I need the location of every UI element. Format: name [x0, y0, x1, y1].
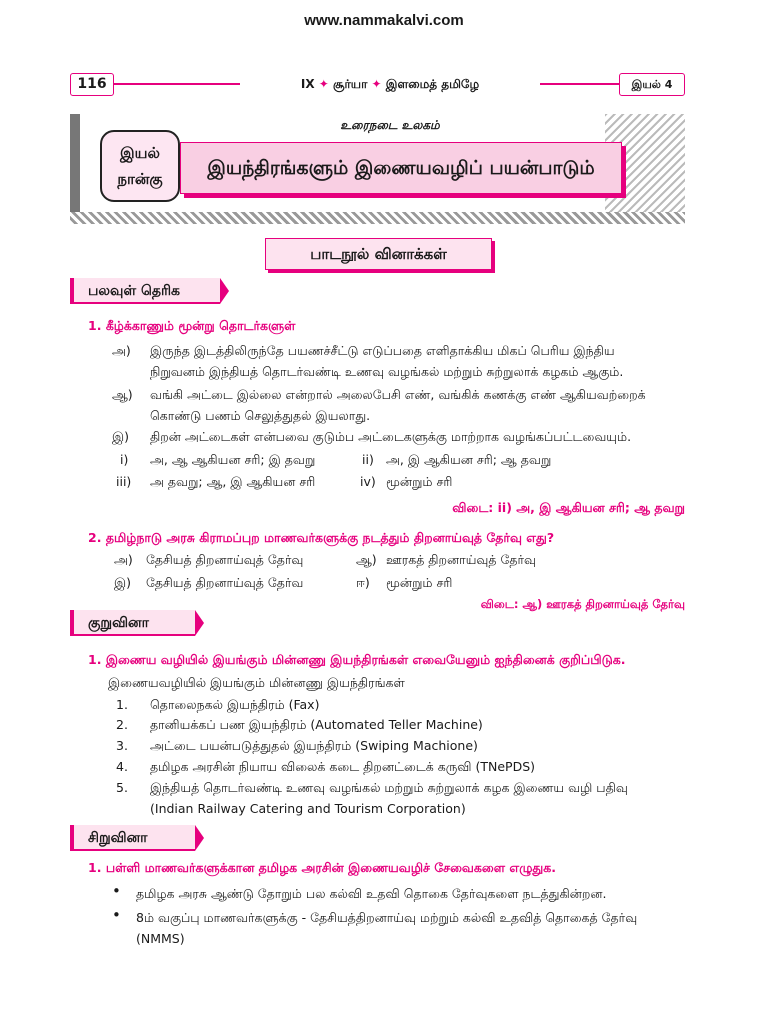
q2-option-marker-a: அ): [114, 552, 133, 567]
q1-statement-a: [150, 340, 690, 382]
q1-choice-1: அ, ஆ ஆகியன சரி; இ தவறு: [150, 452, 316, 467]
q2-option-a: தேசியத் திறனாய்வுத் தேர்வு: [146, 552, 304, 567]
question-text: தமிழ்நாடு அரசு கிராமப்புற மாணவர்களுக்கு நடத்தும் திறனாய்வுத் தேர்வு எது?: [105, 530, 555, 545]
question-number: 1.: [88, 318, 102, 333]
q1-choice-marker-4: iv): [360, 474, 376, 489]
banner-subtitle: உரைநடை உலகம்: [340, 118, 440, 132]
list-item-number: 2.: [116, 717, 128, 732]
bullet-2-line2: (NMMS): [136, 931, 185, 946]
q3-intro: இணையவழியில் இயங்கும் மின்னணு இயந்திரங்கள்: [108, 675, 405, 690]
q1-answer: விடை: ii) அ, இ ஆகியன சரி; ஆ தவறு: [452, 500, 685, 515]
list-item-number: 3.: [116, 738, 128, 753]
question-4: [88, 860, 556, 877]
list-item: தானியக்கப் பண இயந்திரம் (Automated Teller Machine): [150, 717, 483, 732]
q2-option-c: தேசியத் திறனாய்வுத் தேர்வ: [146, 575, 304, 590]
site-url: www.nammakalvi.com: [304, 12, 464, 29]
q1-a-line1: இருந்த இடத்திலிருந்தே பயணச்சீட்டு எடுப்பதை எளிதாக்கிய மிகப் பெரிய இந்திய: [150, 343, 615, 358]
diamond-icon: ✦: [318, 77, 329, 91]
question-text: இணைய வழியில் இயங்கும் மின்னணு இயந்திரங்கள் எவையேனும் ஐந்தினைக் குறிப்பிடுக.: [105, 652, 626, 667]
diamond-icon: ✦: [371, 77, 382, 91]
q1-option-marker-c: இ): [112, 429, 130, 444]
question-1: [88, 318, 295, 335]
bullet-icon: •: [112, 906, 121, 924]
list-item-number: 1.: [116, 697, 128, 712]
running-header: [240, 75, 540, 93]
list-item-number: 4.: [116, 759, 128, 774]
q1-choice-4: மூன்றும் சரி: [386, 474, 453, 489]
banner-pattern-strip: [70, 212, 685, 224]
q1-choice-3: அ தவறு; ஆ, இ ஆகியன சரி: [150, 474, 316, 489]
chapter-title: இயந்திரங்களும் இணையவழிப் பயன்பாடும்: [180, 142, 622, 194]
q1-choice-2: அ, இ ஆகியன சரி; ஆ தவறு: [386, 452, 552, 467]
textbook-questions-heading: பாடநூல் வினாக்கள்: [265, 238, 492, 270]
q1-choice-marker-3: iii): [116, 474, 132, 489]
q2-option-b: ஊரகத் திறனாய்வுத் தேர்வு: [386, 552, 537, 567]
q2-option-marker-b: ஆ): [356, 552, 377, 567]
q1-choice-marker-1: i): [120, 452, 129, 467]
header-chapter: இயல் 4: [619, 73, 685, 96]
bullet-2-line1: 8ம் வகுப்பு மாணவர்களுக்கு - தேசியத்திறனாய்வு மற்றும் கல்வி உதவித் தொகைத் தேர்வு: [136, 910, 638, 925]
chapter-label-box: [100, 130, 180, 202]
question-text: பள்ளி மாணவர்களுக்கான தமிழக அரசின் இணையவழிச் சேவைகளை எழுதுக.: [105, 860, 557, 875]
question-3: [88, 652, 626, 669]
question-text: கீழ்க்காணும் மூன்று தொடர்களுள்: [105, 318, 296, 333]
list-item: தமிழக அரசின் நியாய விலைக் கடை திறனட்டைக் கருவி (TNePDS): [150, 759, 536, 774]
list-item-line1: இந்தியத் தொடர்வண்டி உணவு வழங்கல் மற்றும் சுற்றுலாக் கழக இணைய வழி பதிவு: [150, 780, 628, 795]
chapter-label-line2: நான்கு: [117, 170, 163, 188]
q1-statement-b: [150, 384, 690, 426]
section-small-answer: சிறுவினா: [70, 825, 195, 851]
q1-a-line2: நிறுவனம் இந்தியத் தொடர்வண்டி உணவு வழங்கல் மற்றும் சுற்றுலாக் கழகம் ஆகும்.: [150, 364, 624, 379]
q2-option-d: மூன்றும் சரி: [386, 575, 453, 590]
question-number: 1.: [88, 860, 102, 875]
list-item-line2: (Indian Railway Catering and Tourism Corporation): [150, 801, 466, 816]
bullet-icon: •: [112, 882, 121, 900]
q2-option-marker-d: ஈ): [356, 575, 370, 590]
q1-option-marker-b: ஆ): [112, 387, 133, 402]
bullet-text-1: தமிழக அரசு ஆண்டு தோறும் பல கல்வி உதவி தொகை தேர்வுகளை நடத்துகின்றன.: [136, 886, 607, 901]
chapter-label-line1: இயல்: [120, 144, 160, 162]
header-class: IX: [300, 77, 315, 91]
q1-b-line1: வங்கி அட்டை இல்லை என்றால் அலைபேசி எண், வங்கிக் கணக்கு எண் ஆகியவற்றைக்: [150, 387, 646, 402]
question-number: 1.: [88, 652, 102, 667]
section-mcq: பலவுள் தெரிக: [70, 278, 220, 304]
page-number: 116: [70, 73, 114, 96]
question-2: [88, 530, 554, 547]
list-item: தொலைநகல் இயந்திரம் (Fax): [150, 697, 320, 712]
q1-b-line2: கொண்டு பணம் செலுத்துதல் இயலாது.: [150, 408, 371, 423]
section-short-answer: குறுவினா: [70, 610, 195, 636]
q2-option-marker-c: இ): [114, 575, 132, 590]
header-publisher: சூர்யா: [333, 77, 368, 91]
q1-option-marker-a: அ): [112, 343, 131, 358]
q1-statement-c: திறன் அட்டைகள் என்பவை குடும்ப அட்டைகளுக்கு மாற்றாக வழங்கப்பட்டவையும்.: [150, 429, 632, 444]
question-number: 2.: [88, 530, 102, 545]
list-item-number: 5.: [116, 780, 128, 795]
header-book: இளமைத் தமிழே: [385, 77, 480, 91]
list-item: அட்டை பயன்படுத்துதல் இயந்திரம் (Swiping Machione): [150, 738, 478, 753]
list-item: [150, 777, 690, 819]
bullet-text-2: [136, 907, 686, 949]
q2-answer: விடை: ஆ) ஊரகத் திறனாய்வுத் தேர்வு: [480, 597, 685, 611]
q1-choice-marker-2: ii): [362, 452, 374, 467]
